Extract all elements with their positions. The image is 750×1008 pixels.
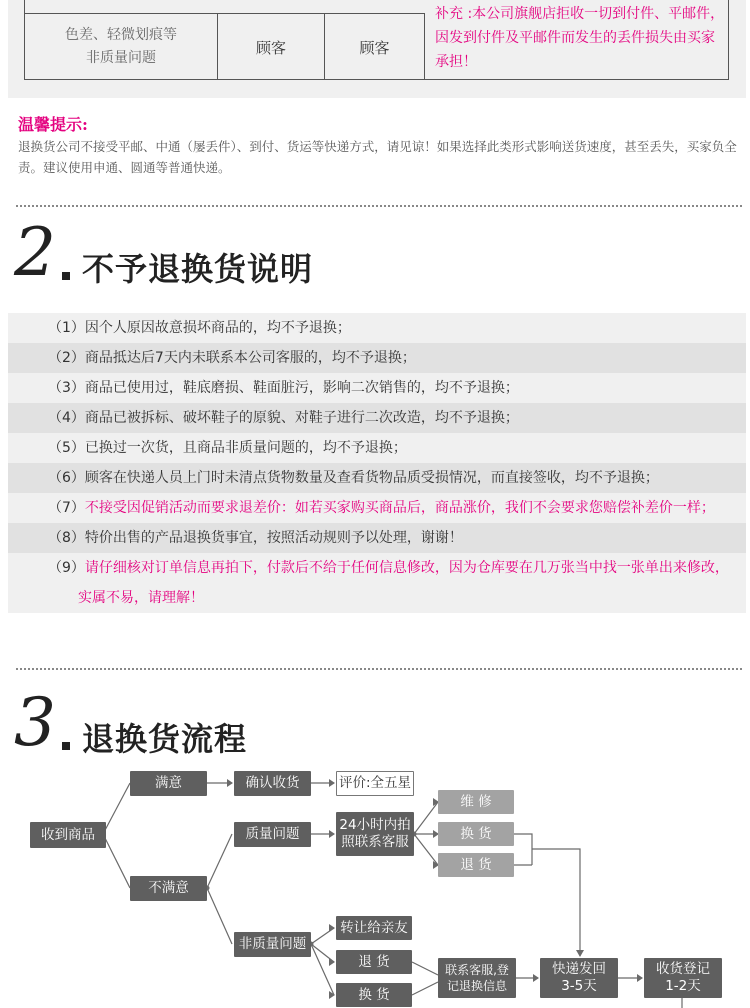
flow-step-transfer: 转让给亲友 bbox=[336, 916, 412, 940]
issue-line-2: 非质量问题 bbox=[86, 50, 156, 66]
section-title: 退换货流程 bbox=[82, 720, 248, 758]
section-title: 不予退换货说明 bbox=[82, 250, 314, 288]
flow-step-photo-contact bbox=[336, 812, 414, 856]
flow-step-satisfied: 满意 bbox=[130, 771, 207, 796]
dotted-divider bbox=[16, 205, 742, 207]
rule-item: （3）商品已使用过，鞋底磨损、鞋面脏污，影响二次销售的，均不予退换； bbox=[8, 373, 746, 403]
flow-step-quality-issue: 质量问题 bbox=[234, 822, 311, 847]
flow-step-return-2: 退 货 bbox=[336, 950, 412, 974]
contact-line-1: 联系客服,登 bbox=[445, 963, 509, 977]
photo-line-2: 照联系客服 bbox=[341, 834, 409, 850]
no-return-rules-list bbox=[8, 313, 746, 620]
tips-title: 温馨提示: bbox=[18, 115, 88, 134]
return-process-flowchart bbox=[0, 750, 750, 1008]
policy-table bbox=[24, 0, 729, 80]
rule-item: （7）不接受因促销活动而要求退差价：如若买家购买商品后，商品涨价，我们不会要求您赔偿补差价一样； bbox=[8, 493, 746, 523]
tips-text: 退换货公司不接受平邮、中通（屡丢件）、到付、货运等快递方式，请见谅！如果选择此类形式影响送货速度，甚至丢失，买家负全责。建议使用申通、圆通等普通快递。 bbox=[18, 139, 737, 175]
section-number: 2 bbox=[14, 214, 56, 291]
flow-step-unsatisfied: 不满意 bbox=[130, 876, 207, 901]
rule-item: （2）商品抵达后7天内未联系本公司客服的，均不予退换； bbox=[8, 343, 746, 373]
rule-item: （6）顾客在快递人员上门时未清点货物数量及查看货物品质受损情况，而直接签收，均不予退换； bbox=[8, 463, 746, 493]
flow-step-repair: 维 修 bbox=[438, 790, 514, 814]
table-note-supplement: 补充 :本公司旗舰店拒收一切到付件、平邮件，因发到付件及平邮件而发生的丢件损失由买家承担！ bbox=[435, 6, 725, 70]
contact-line-2: 记退换信息 bbox=[446, 979, 507, 993]
table-cell-return-bearer: 顾客 bbox=[325, 14, 425, 80]
photo-line-1: 24小时内拍 bbox=[339, 817, 411, 833]
section-number-dot bbox=[62, 742, 70, 750]
table-cell-issue-type bbox=[25, 14, 218, 80]
ship-line-2: 3-5天 bbox=[561, 978, 597, 994]
flow-step-five-star-review: 评价:全五星 bbox=[336, 771, 414, 796]
flow-step-ship-back bbox=[540, 958, 618, 998]
register-line-2: 1-2天 bbox=[665, 978, 701, 994]
flow-step-exchange: 换 货 bbox=[438, 822, 514, 846]
dotted-divider bbox=[16, 668, 742, 670]
register-line-1: 收货登记 bbox=[656, 961, 710, 977]
rule-item: （1）因个人原因故意损坏商品的，均不予退换； bbox=[8, 313, 746, 343]
rule-item: （4）商品已被拆标、破坏鞋子的原貌、对鞋子进行二次改造，均不予退换； bbox=[8, 403, 746, 433]
flow-step-exchange-2: 换 货 bbox=[336, 983, 412, 1007]
flow-step-return: 退 货 bbox=[438, 853, 514, 877]
section-number-dot bbox=[62, 272, 70, 280]
flow-step-confirm-receipt: 确认收货 bbox=[234, 771, 311, 796]
section-number: 3 bbox=[14, 684, 56, 761]
flow-step-register bbox=[644, 958, 722, 998]
rule-item: （9）请仔细核对订单信息再拍下，付款后不给于任何信息修改，因为仓库要在几万张当中找一张单出来修改， 实属不易，请理解！ bbox=[8, 553, 746, 613]
flow-step-contact-service bbox=[438, 958, 516, 998]
policy-table-section bbox=[8, 0, 746, 98]
rule-item: （8）特价出售的产品退换货事宜，按照活动规则予以处理，谢谢！ bbox=[8, 523, 746, 553]
flow-step-non-quality-issue: 非质量问题 bbox=[234, 932, 311, 957]
issue-line-1: 色差、轻微划痕等 bbox=[65, 27, 177, 43]
ship-line-1: 快递发回 bbox=[552, 961, 606, 977]
rule-item: （5）已换过一次货，且商品非质量问题的，均不予退换； bbox=[8, 433, 746, 463]
flow-step-received: 收到商品 bbox=[30, 822, 106, 848]
table-cell-shipping-bearer: 顾客 bbox=[218, 14, 325, 80]
